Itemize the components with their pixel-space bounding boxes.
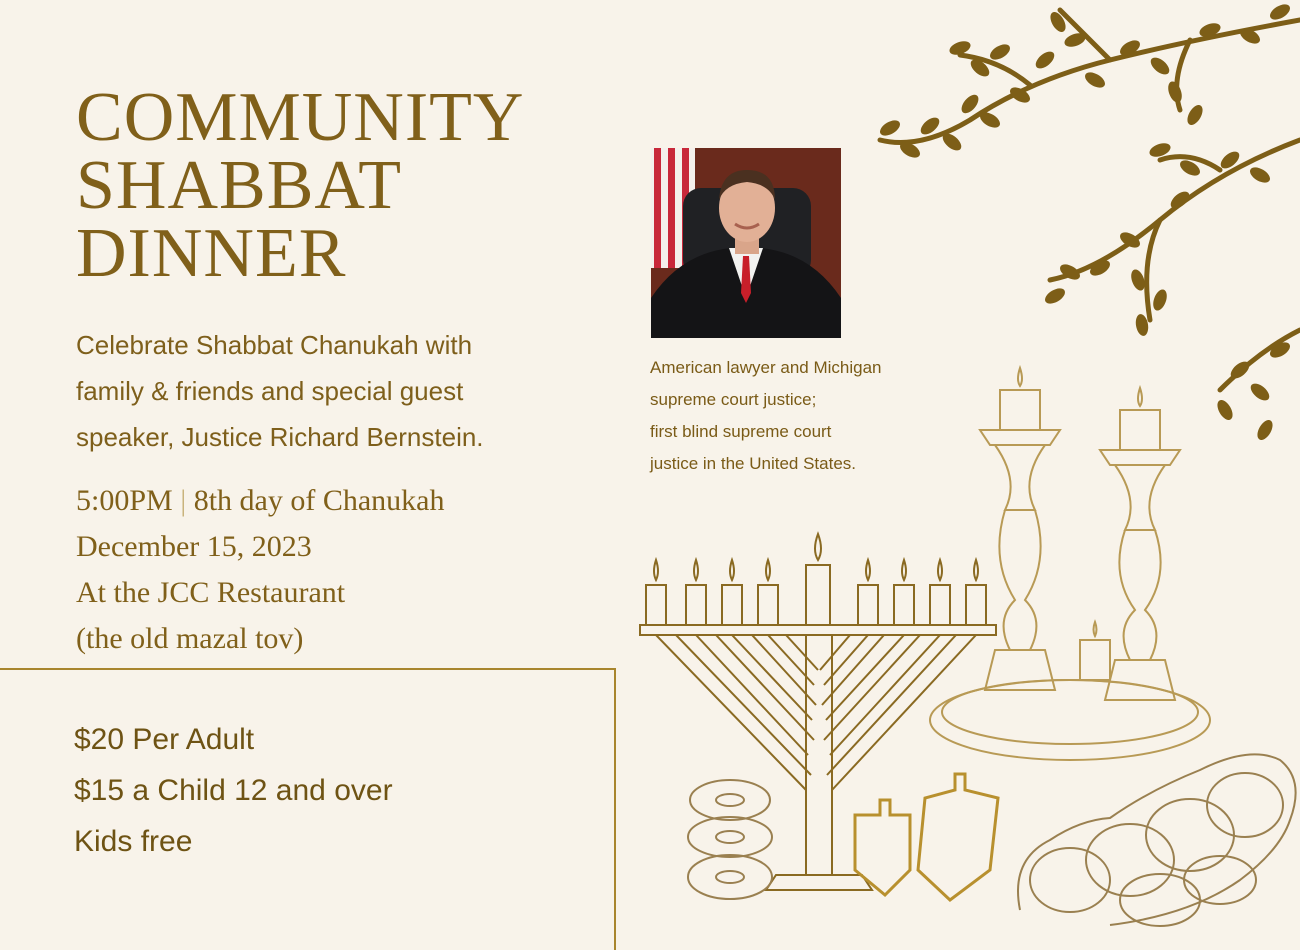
donut-stack-icon xyxy=(680,775,780,915)
description-line: family & friends and special guest xyxy=(76,376,464,406)
speaker-photo xyxy=(651,148,841,338)
caption-line: justice in the United States. xyxy=(650,454,857,473)
description-line: speaker, Justice Richard Bernstein. xyxy=(76,422,484,452)
description-line: Celebrate Shabbat Chanukah with xyxy=(76,330,473,360)
price-kids: Kids free xyxy=(74,825,193,858)
price-child: $15 a Child 12 and over xyxy=(74,774,393,807)
title-line: SHABBAT xyxy=(76,147,402,224)
caption-line: supreme court justice; xyxy=(650,390,817,409)
event-venue: At the JCC Restaurant xyxy=(76,576,346,609)
event-description xyxy=(76,322,576,460)
challah-icon xyxy=(1010,740,1300,928)
price-adult: $20 Per Adult xyxy=(74,723,255,756)
price-list xyxy=(74,714,393,867)
title-line: DINNER xyxy=(76,215,347,292)
time-line xyxy=(76,478,596,524)
event-time: 5:00PM xyxy=(76,484,173,517)
event-title xyxy=(76,79,596,292)
caption-line: first blind supreme court xyxy=(650,422,832,441)
caption-line: American lawyer and Michigan xyxy=(650,358,882,377)
event-date: December 15, 2023 xyxy=(76,530,312,563)
event-details xyxy=(76,478,596,662)
event-day: 8th day of Chanukah xyxy=(193,484,445,517)
venue-note: (the old mazal tov) xyxy=(76,622,304,655)
separator: | xyxy=(180,484,187,517)
dreidel-icon xyxy=(850,770,1010,910)
title-line: COMMUNITY xyxy=(76,79,525,156)
